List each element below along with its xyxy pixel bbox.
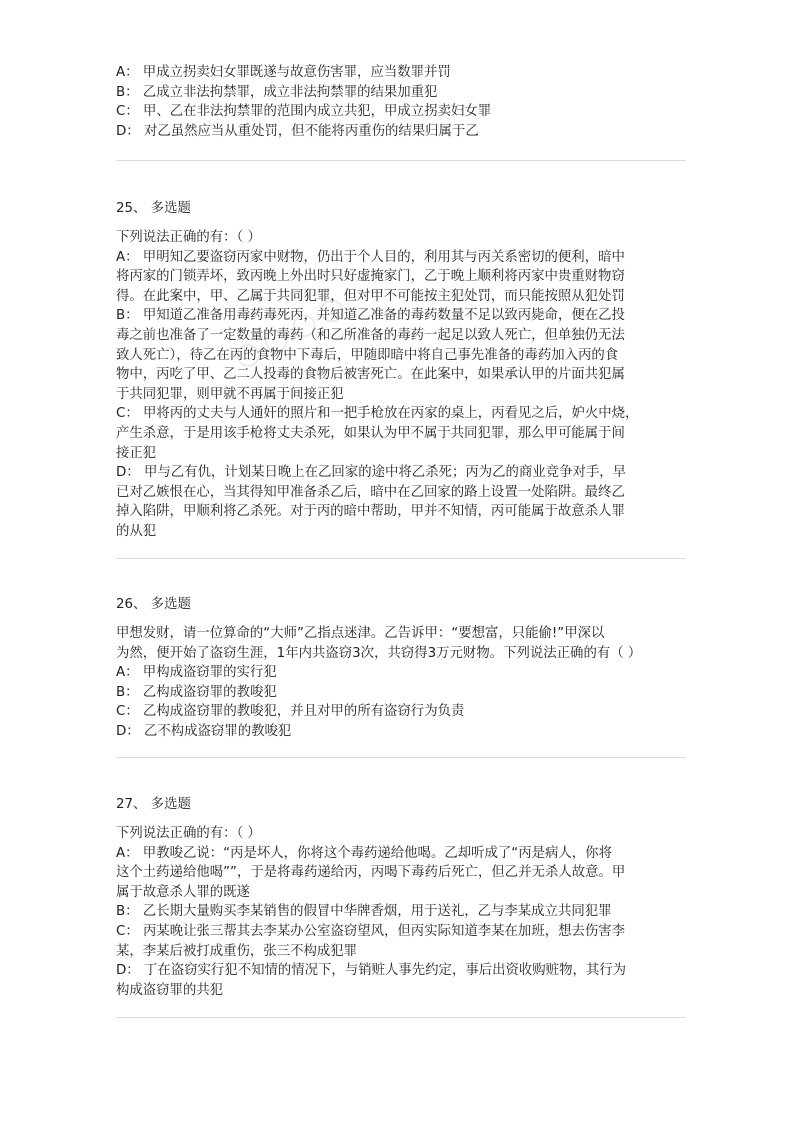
question-line: 掉入陷阱，甲顺利将乙杀死。对于丙的暗中帮助，甲并不知情，丙可能属于故意杀人罪 xyxy=(116,504,625,520)
divider xyxy=(116,558,686,559)
question-line: 将丙家的门锁弄坏，致丙晚上外出时只好虚掩家门，乙于晚上顺利将丙家中贵重财物窃 xyxy=(116,269,625,285)
question-26 xyxy=(116,595,686,742)
question-header: 26、 多选题 xyxy=(116,597,191,612)
divider xyxy=(116,757,686,758)
question-line: C： 乙构成盗窃罪的教唆犯，并且对甲的所有盗窃行为负责 xyxy=(116,704,465,720)
question-line: B： 乙长期大量购买李某销售的假冒中华牌香烟，用于送礼，乙与李某成立共同犯罪 xyxy=(116,904,612,920)
question-line: 属于故意杀人罪的既遂 xyxy=(116,884,250,900)
divider xyxy=(116,1017,686,1018)
question-line: C： 甲将丙的丈夫与人通奸的照片和一把手枪放在丙家的桌上，丙看见之后，妒火中烧， xyxy=(116,406,639,422)
question-line: 已对乙嫉恨在心，当其得知甲准备杀乙后，暗中在乙回家的路上设置一处陷阱。最终乙 xyxy=(116,484,625,500)
question-line: 为然，便开始了盗窃生涯，1年内共盗窃3次，共窃得3万元财物。下列说法正确的有（ ） xyxy=(116,645,642,661)
question-line: 构成盗窃罪的共犯 xyxy=(116,982,224,998)
question-line: 产生杀意，于是用该手枪将丈夫杀死，如果认为甲不属于共同犯罪，那么甲可能属于间 xyxy=(116,425,625,441)
question-line: A： 甲教唆乙说：“丙是坏人，你将这个毒药递给他喝。乙却听成了“丙是病人，你将 xyxy=(116,845,612,861)
question-line: D： 丁在盗窃实行犯不知情的情况下，与销赃人事先约定，事后出资收购赃物，其行为 xyxy=(116,963,627,979)
question-line: 的从犯 xyxy=(116,523,157,539)
divider xyxy=(116,160,686,161)
question-line: 某，李某后被打成重伤，张三不构成犯罪 xyxy=(116,943,358,959)
question-line: 这个土药递给他喝””，于是将毒药递给丙，丙喝下毒药后死亡，但乙并无杀人故意。甲 xyxy=(116,865,626,881)
question-line: 下列说法正确的有：（ ） xyxy=(116,826,261,841)
question-line: B： 甲知道乙准备用毒药毒死丙，并知道乙准备的毒药数量不足以致丙毙命，便在乙投 xyxy=(116,308,625,324)
question-25 xyxy=(116,199,686,542)
question-line: D： 甲与乙有仇，计划某日晚上在乙回家的途中将乙杀死；丙为乙的商业竞争对手，早 xyxy=(116,465,627,481)
question-line: 下列说法正确的有：（ ） xyxy=(116,230,261,245)
watermark: ◯ ◯ ◯ ◯ xyxy=(231,293,349,372)
option-c: C： 甲、乙在非法拘禁罪的范围内成立共犯，甲成立拐卖妇女罪 xyxy=(116,104,492,120)
question-line: 致人死亡），待乙在丙的食物中下毒后，甲随即暗中将自己事先准备的毒药加入丙的食 xyxy=(116,347,619,363)
question-line: 物中，丙吃了甲、乙二人投毒的食物后被害死亡。在此案中，如果承认甲的片面共犯属 xyxy=(116,367,625,383)
question-line: A： 甲构成盗窃罪的实行犯 xyxy=(116,665,277,681)
prev-question-options xyxy=(116,63,686,141)
question-line: 接正犯 xyxy=(116,445,157,461)
question-line: 于共同犯罪，则甲就不再属于间接正犯 xyxy=(116,386,344,402)
option-b: B： 乙成立非法拘禁罪，成立非法拘禁罪的结果加重犯 xyxy=(116,84,438,100)
question-line: C： 丙某晚让张三帮其去李某办公室盗窃望风，但丙实际知道李某在加班，想去伤害李 xyxy=(116,923,626,939)
option-d: D： 对乙虽然应当从重处罚，但不能将丙重伤的结果归属于乙 xyxy=(116,123,479,139)
question-line: 得。在此案中，甲、乙属于共同犯罪，但对甲不可能按主犯处罚，而只能按照从犯处罚 xyxy=(116,288,625,304)
question-line: D： 乙不构成盗窃罪的教唆犯 xyxy=(116,723,292,739)
option-a: A： 甲成立拐卖妇女罪既遂与故意伤害罪，应当数罪并罚 xyxy=(116,65,451,80)
question-27 xyxy=(116,795,686,1000)
question-line: 毒之前也准备了一定数量的毒药（和乙所准备的毒药一起足以致人死亡，但单独仍无法 xyxy=(116,327,625,343)
question-line: A： 甲明知乙要盗窃丙家中财物，仍出于个人目的，利用其与丙关系密切的便利，暗中 xyxy=(116,249,625,265)
question-header: 25、 多选题 xyxy=(116,201,191,216)
question-header: 27、 多选题 xyxy=(116,797,191,812)
question-line: B： 乙构成盗窃罪的教唆犯 xyxy=(116,684,277,700)
question-line: 甲想发财，请一位算命的“大师”乙指点迷津。乙告诉甲：“要想富，只能偷!”甲深以 xyxy=(116,626,605,641)
